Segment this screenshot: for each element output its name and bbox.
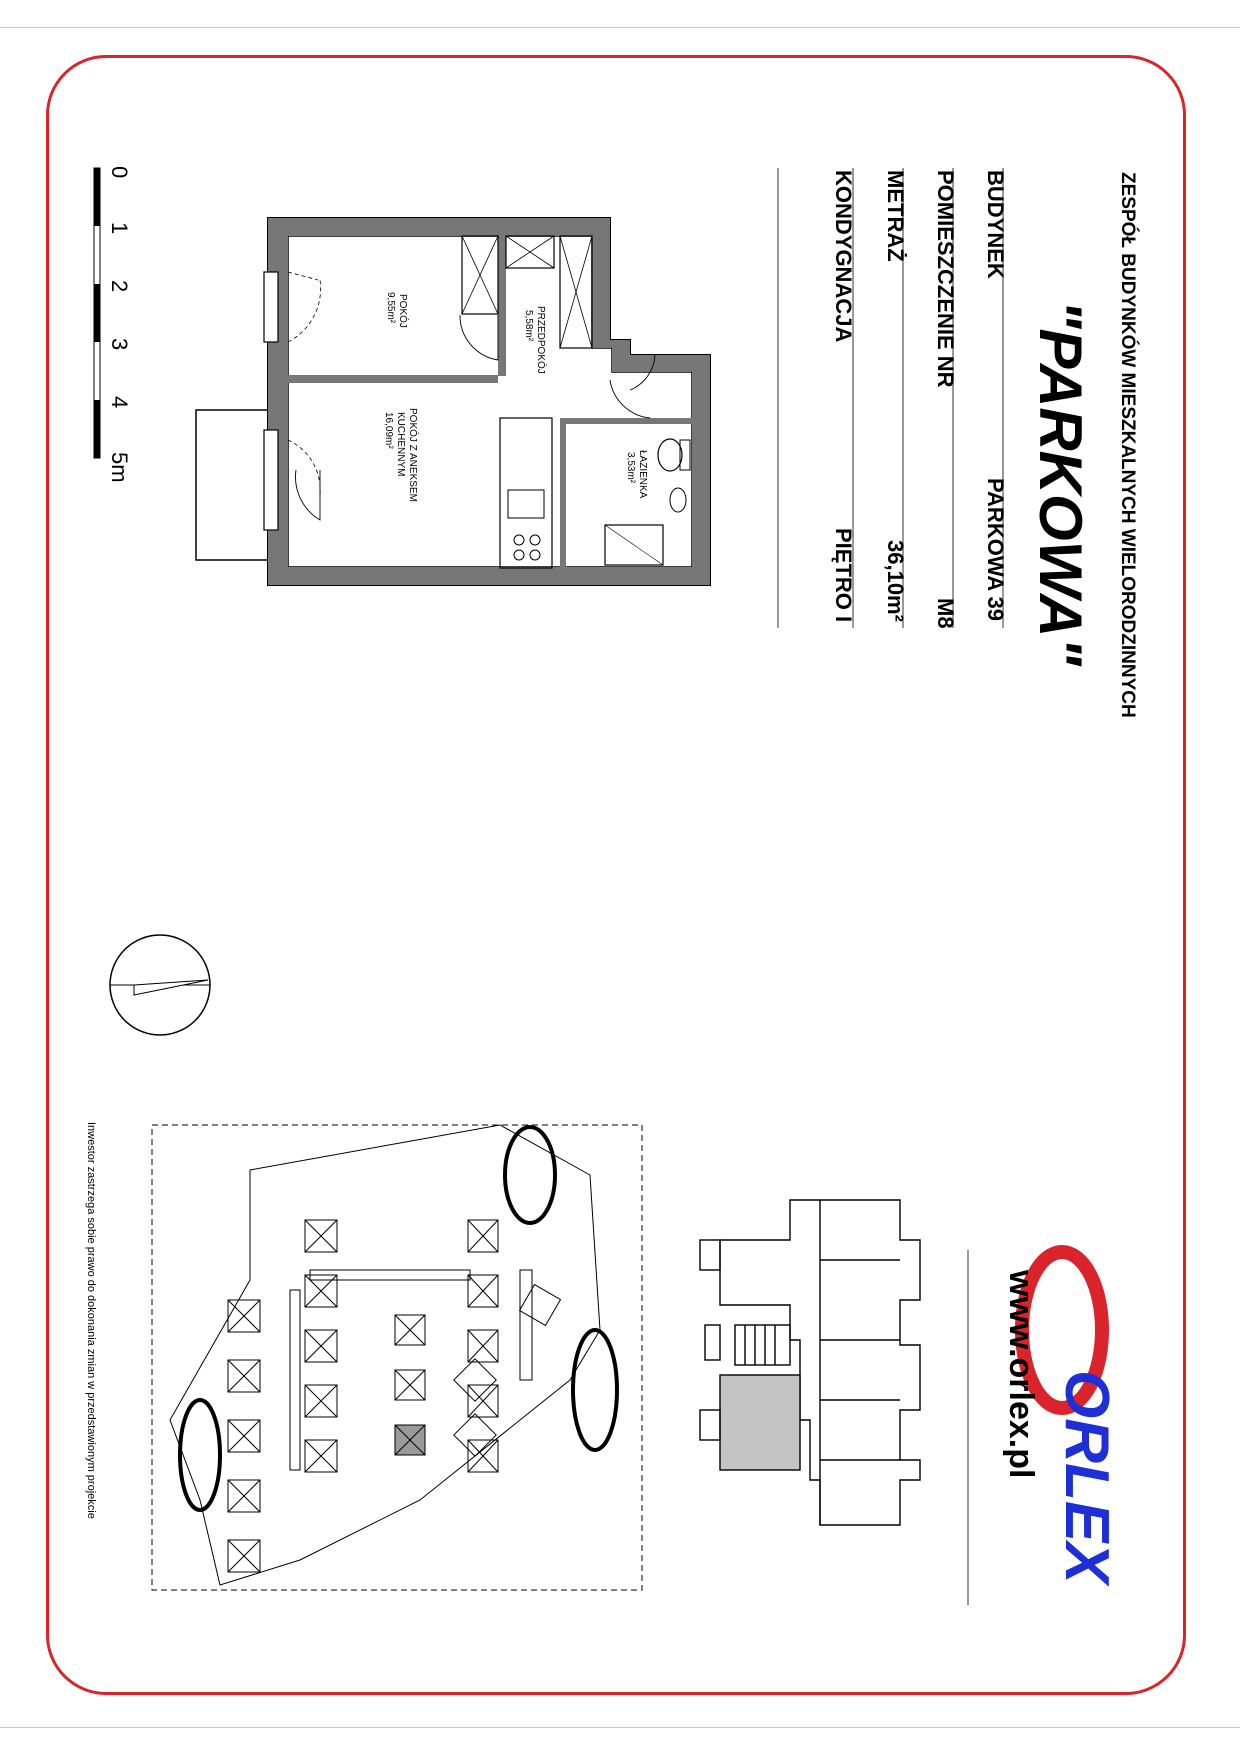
- room-name: KUCHENNYM: [395, 412, 406, 477]
- room-name: POKÓJ Z ANEKSEM: [407, 408, 418, 502]
- balcony-door: [264, 430, 278, 530]
- window: [264, 272, 278, 342]
- partition-bath: [560, 418, 692, 424]
- orlex-logo: [968, 1250, 1121, 1605]
- scale-bar: [94, 166, 132, 483]
- brand-url[interactable]: www.orlex.pl: [1002, 1270, 1040, 1479]
- room-area: 5,58m²: [523, 310, 534, 342]
- partition-bath-side: [560, 418, 566, 567]
- north-arrow-icon: [110, 935, 210, 1035]
- scale-tick-0: 0: [107, 166, 132, 179]
- scale-tick-5: 5m: [107, 452, 132, 483]
- floor-plan: [196, 218, 710, 585]
- info-value-building: PARKOWA 39: [983, 478, 1008, 622]
- room-name: PRZEDPOKÓJ: [535, 306, 546, 374]
- project-title: "PARKOWA": [1027, 300, 1094, 666]
- info-value-area: 36,10m²: [883, 540, 908, 622]
- logo-wordmark: ORLEX: [1052, 1370, 1121, 1584]
- room-name: POKÓJ: [397, 294, 408, 328]
- info-label-floor: KONDYGNACJA: [831, 170, 856, 343]
- info-label-area: METRAŻ: [883, 170, 908, 262]
- room-area: 3,53m²: [625, 452, 636, 484]
- project-subtitle: ZESPÓŁ BUDYNKÓW MIESZKALNYCH WIELORODZINNYCH: [1117, 172, 1138, 718]
- scale-tick-2: 2: [107, 280, 132, 293]
- balcony: [196, 410, 271, 560]
- partition-hall: [498, 236, 506, 376]
- scale-tick-3: 3: [107, 338, 132, 351]
- staircase: [735, 1325, 790, 1365]
- room-name: ŁAZIENKA: [637, 450, 648, 499]
- info-label-building: BUDYNEK: [983, 170, 1008, 279]
- building-key-plan: [700, 1200, 920, 1525]
- info-label-unit: POMIESZCZENIE NR: [933, 170, 958, 388]
- highlighted-unit: [720, 1375, 800, 1470]
- inner-wall: [288, 236, 692, 567]
- scale-tick-1: 1: [107, 222, 132, 235]
- info-value-floor: PIĘTRO I: [831, 528, 856, 623]
- info-table: [778, 168, 1008, 629]
- site-plan: [152, 1125, 642, 1590]
- room-area: 9,55m²: [385, 292, 396, 324]
- disclaimer-text: Inwestor zastrzega sobie prawo do dokonania zmian w przedstawionym projekcie: [85, 1122, 97, 1519]
- partition-room: [288, 375, 498, 383]
- info-value-unit: M8: [933, 598, 958, 629]
- room-area: 16,09m²: [383, 412, 394, 449]
- scale-tick-4: 4: [107, 396, 132, 409]
